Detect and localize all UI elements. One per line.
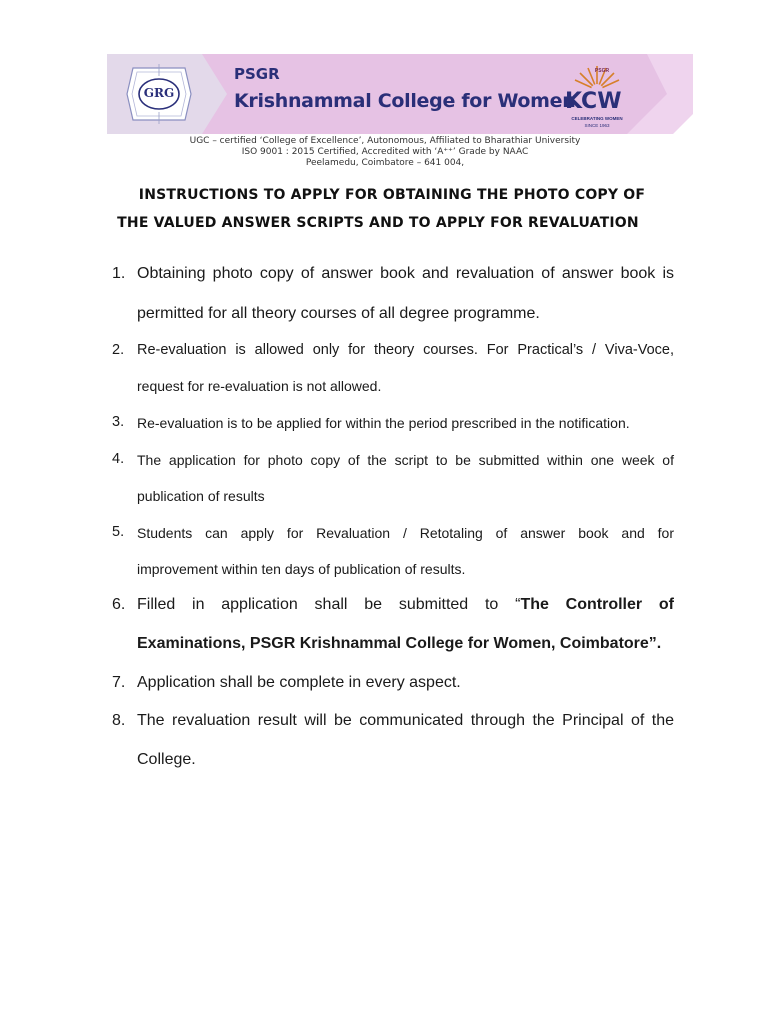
kcw-logo-top-text: PSGR [594, 68, 610, 74]
item-number: 6. [112, 596, 126, 613]
heading-line-2: THE VALUED ANSWER SCRIPTS AND TO APPLY FOR REVALUATION [117, 215, 639, 231]
item-text: The application for photo copy of the script to be submitted within one week of [137, 452, 674, 468]
item-number: 8. [112, 712, 126, 729]
item-text-continued: improvement within ten days of publication of results. [137, 561, 466, 577]
item-text-continued: publication of results [137, 488, 265, 504]
college-short-name: PSGR [234, 65, 280, 83]
affiliation-line-3: Peelamedu, Coimbatore – 641 004, [305, 158, 465, 168]
item-text-continued: Examinations, PSGR Krishnammal College for Women, Coimbatore”. [137, 635, 662, 652]
item-number: 5. [112, 524, 125, 540]
item-text-continued: request for re-evaluation is not allowed. [137, 378, 382, 394]
item-number: 1. [112, 265, 126, 282]
kcw-logo-text: KCW [565, 89, 622, 114]
item-number: 3. [112, 414, 125, 430]
item-text-continued: permitted for all theory courses of all degree programme. [137, 305, 540, 322]
item-text-plain: Filled in application shall be submitted to “ [137, 596, 521, 613]
item-text: Students can apply for Revaluation / Retotaling of answer book and for [137, 525, 674, 541]
heading-line-1: INSTRUCTIONS TO APPLY FOR OBTAINING THE PHOTO COPY OF [138, 187, 646, 203]
college-name: Krishnammal College for Women [234, 90, 576, 112]
kcw-tagline: CELEBRATING WOMEN [571, 116, 623, 121]
item-text [137, 596, 674, 614]
item-text-continued: College. [137, 751, 196, 768]
affiliation-line-2: ISO 9001 : 2015 Certified, Accredited with ‘A⁺⁺’ Grade by NAAC [241, 147, 529, 157]
grg-logo [121, 58, 197, 130]
item-text: The revaluation result will be communicated through the Principal of the [137, 712, 674, 729]
item-number: 2. [112, 342, 125, 358]
affiliation-line-1: UGC – certified ‘College of Excellence’, Autonomous, Affiliated to Bharathiar University [189, 136, 581, 146]
kcw-since: SINCE 1963 [584, 123, 610, 128]
item-text: Application shall be complete in every aspect. [137, 674, 461, 691]
item-number: 7. [112, 674, 126, 691]
item-text: Obtaining photo copy of answer book and revaluation of answer book is [137, 265, 674, 282]
item-number: 4. [112, 451, 125, 467]
college-banner [107, 54, 693, 134]
item-text-bold: The Controller of [520, 596, 675, 613]
grg-logo-text: GRG [143, 86, 175, 100]
item-text: Re-evaluation is to be applied for within the period prescribed in the notification. [137, 415, 630, 431]
item-text: Re-evaluation is allowed only for theory courses. For Practical’s / Viva-Voce, [137, 342, 674, 358]
